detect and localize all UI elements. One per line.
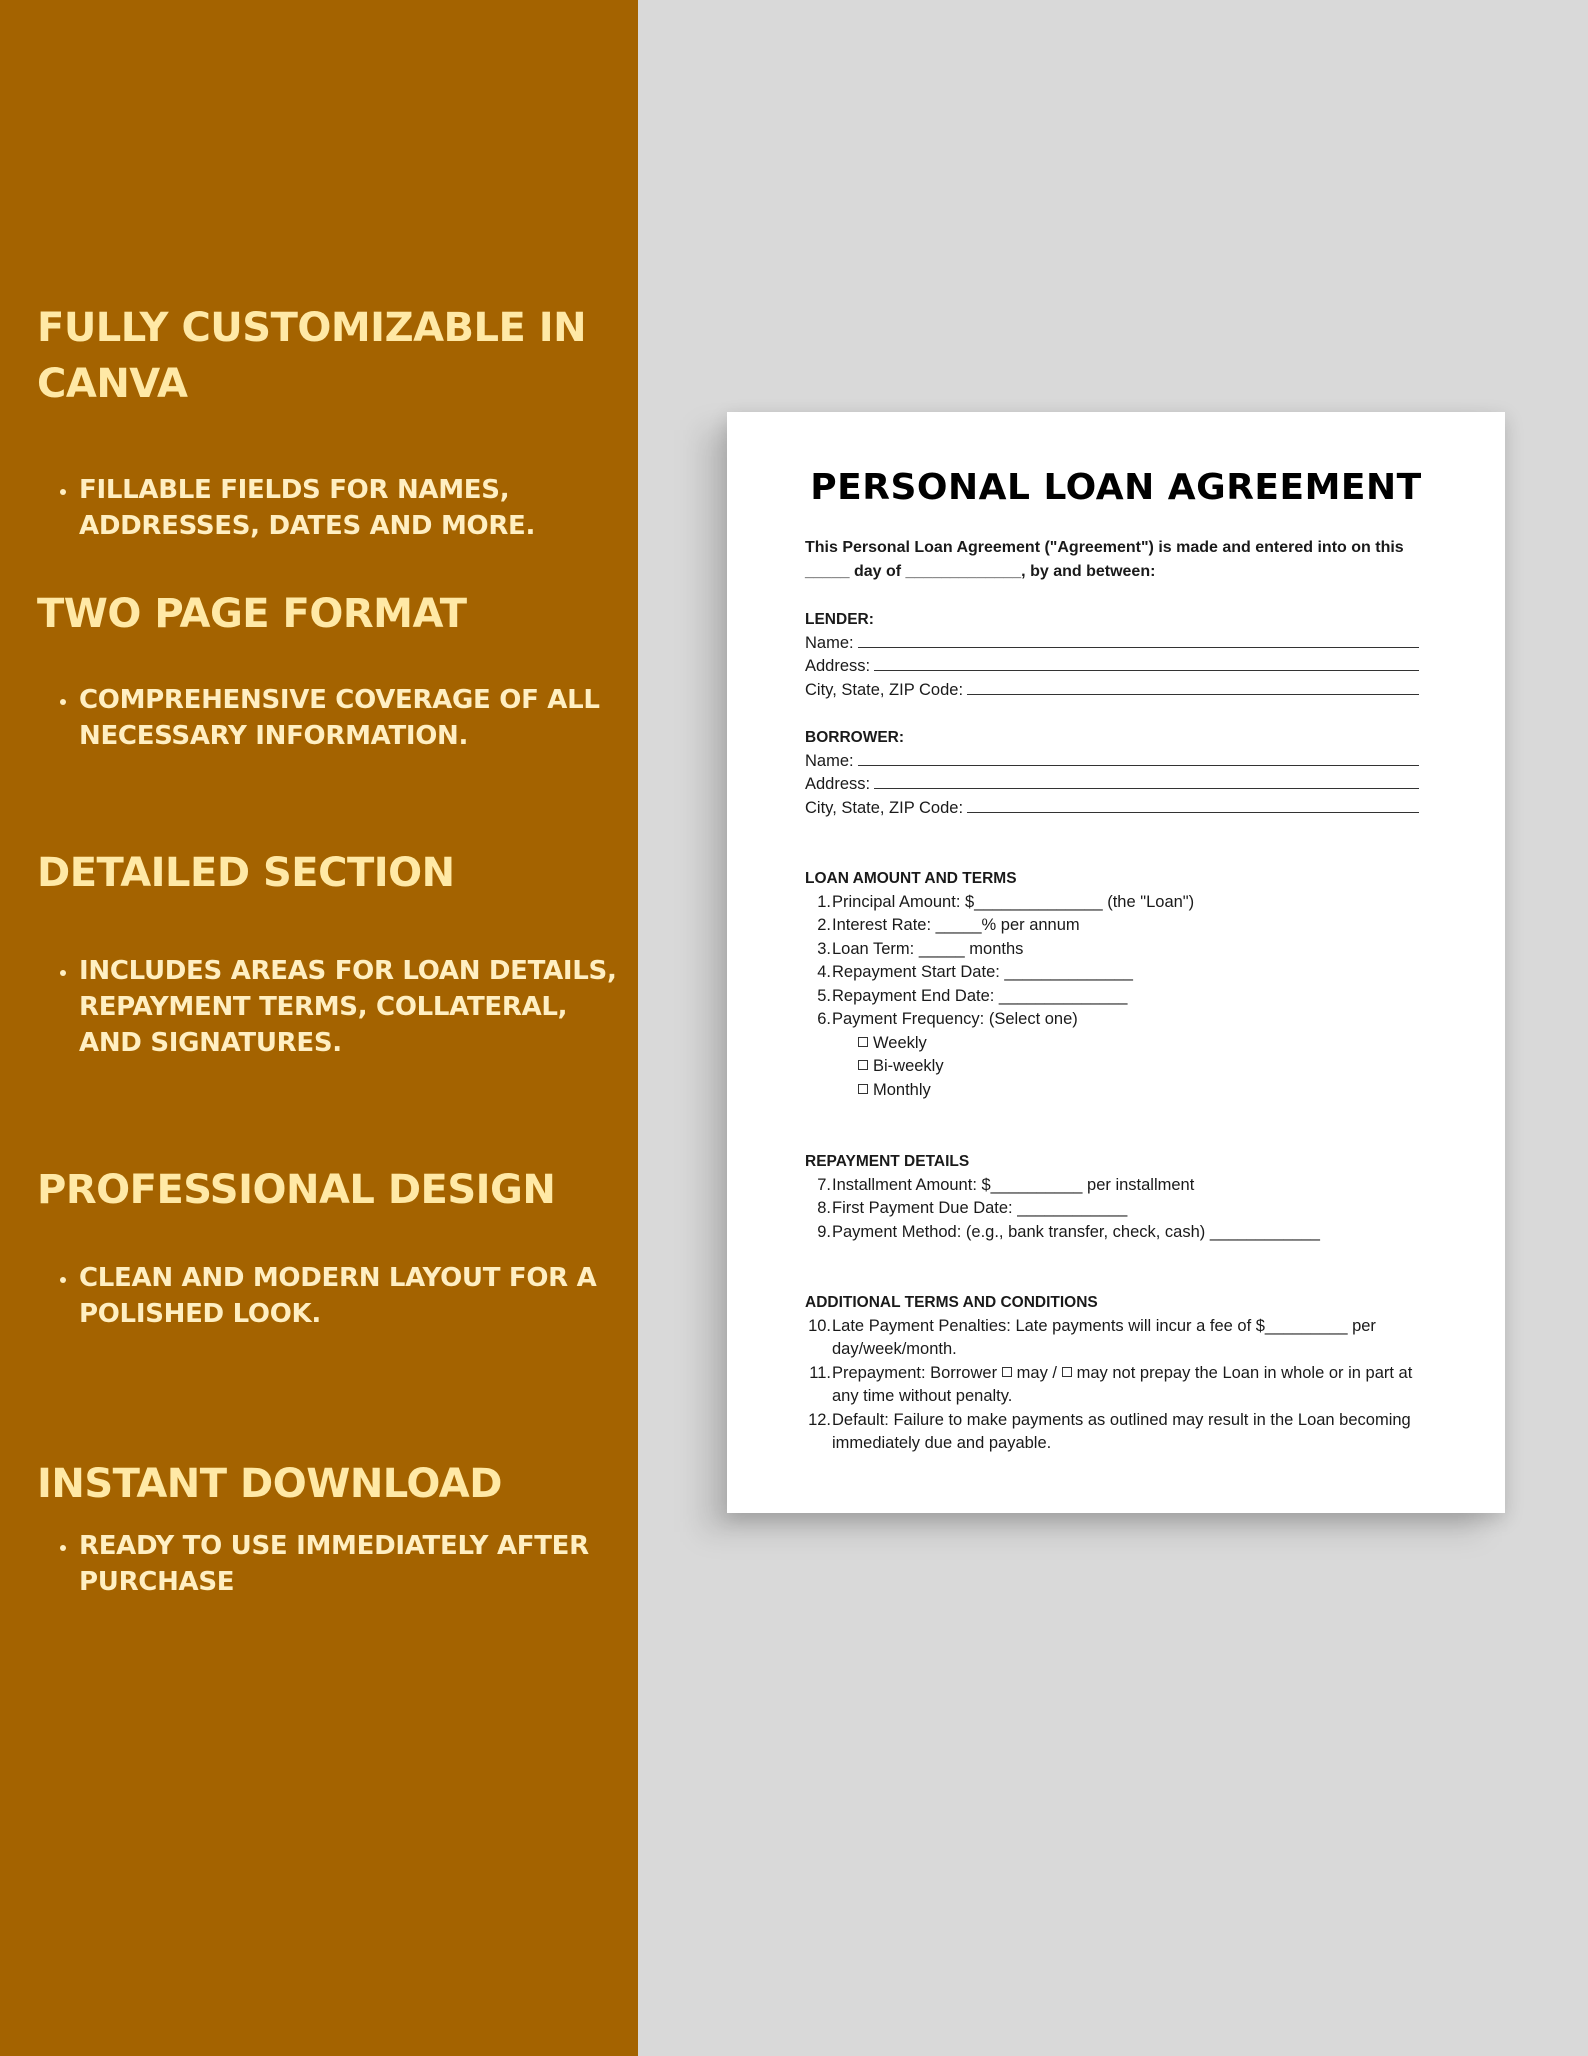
list-item: 12. Default: Failure to make payments as outlined may result in the Loan becoming immediately due and payable. [808, 1410, 1411, 1452]
borrower-section [805, 726, 1419, 820]
list-item: 8. First Payment Due Date: ____________ [817, 1199, 1128, 1217]
feature-bullet: • READY TO USE IMMEDIATELY AFTER PURCHASE [79, 1528, 617, 1600]
feature-title: INSTANT DOWNLOAD [37, 1461, 502, 1507]
lender-section [805, 608, 1419, 702]
loan-terms-section [805, 867, 1419, 1102]
checkbox-icon [858, 1037, 868, 1047]
field-label: Address: [805, 657, 871, 675]
fill-line [858, 751, 1419, 766]
lender-city-field [805, 679, 1419, 703]
lender-name-field [805, 632, 1419, 656]
list-item: 10. Late Payment Penalties: Late payments will incur a fee of $_________ per day/week/month. [808, 1316, 1376, 1358]
feature-title: PROFESSIONAL DESIGN [37, 1167, 556, 1213]
additional-terms-heading: ADDITIONAL TERMS AND CONDITIONS [805, 1294, 1098, 1311]
list-item: 4. Repayment Start Date: ______________ [817, 963, 1133, 981]
checkbox-icon [858, 1060, 868, 1070]
checkbox-icon [858, 1084, 868, 1094]
borrower-address-field [805, 773, 1419, 797]
frequency-option-weekly: Weekly [805, 1032, 1419, 1056]
feature-bullet: • COMPREHENSIVE COVERAGE OF ALL NECESSARY INFORMATION. [79, 682, 617, 754]
fill-line [967, 680, 1419, 695]
list-item: 1. Principal Amount: $______________ (the "Loan") [817, 892, 1195, 911]
borrower-city-field [805, 797, 1419, 821]
borrower-heading: BORROWER: [805, 729, 905, 746]
feature-bullet: • INCLUDES AREAS FOR LOAN DETAILS, REPAYMENT TERMS, COLLATERAL, AND SIGNATURES. [79, 953, 617, 1061]
feature-title: DETAILED SECTION [37, 850, 455, 896]
feature-bullet: • CLEAN AND MODERN LAYOUT FOR A POLISHED LOOK. [79, 1260, 617, 1332]
field-label: Address: [805, 775, 871, 793]
repayment-heading: REPAYMENT DETAILS [805, 1153, 970, 1170]
field-label: Name: [805, 633, 854, 652]
frequency-option-monthly: Monthly [805, 1079, 1419, 1103]
feature-title: TWO PAGE FORMAT [37, 591, 467, 637]
feature-detailed [37, 845, 617, 1061]
list-item: 2. Interest Rate: _____% per annum [817, 916, 1080, 934]
feature-customizable [37, 300, 617, 544]
field-label: City, State, ZIP Code: [805, 680, 964, 699]
feature-two-page [37, 586, 617, 754]
feature-title: FULLY CUSTOMIZABLE IN CANVA [37, 305, 587, 407]
fill-line [858, 633, 1419, 648]
list-item: 5. Repayment End Date: ______________ [817, 986, 1128, 1005]
list-item: 9. Payment Method: (e.g., bank transfer, check, cash) ____________ [817, 1222, 1320, 1241]
field-label: Name: [805, 751, 854, 770]
document-title: PERSONAL LOAN AGREEMENT [810, 467, 1422, 508]
loan-terms-heading: LOAN AMOUNT AND TERMS [805, 870, 1017, 887]
checkbox-icon [1062, 1367, 1072, 1377]
document-intro: This Personal Loan Agreement ("Agreement") is made and entered into on this _____ day of _____________, by and between: [805, 539, 1404, 580]
checkbox-icon [1002, 1367, 1012, 1377]
lender-heading: LENDER: [805, 611, 874, 628]
document-preview [727, 412, 1505, 1513]
fill-line [967, 798, 1419, 813]
borrower-name-field [805, 750, 1419, 774]
repayment-section [805, 1150, 1419, 1244]
list-item: 11. Prepayment: Borrower may / may not prepay the Loan in whole or in part at any time without penalty. [809, 1363, 1413, 1405]
fill-line [874, 774, 1419, 789]
feature-professional [37, 1162, 617, 1332]
list-item: 7. Installment Amount: $__________ per installment [817, 1175, 1195, 1194]
features-panel [0, 0, 638, 2056]
feature-instant-download [37, 1456, 617, 1600]
feature-bullet: • FILLABLE FIELDS FOR NAMES, ADDRESSES, DATES AND MORE. [79, 472, 617, 544]
list-item: 6. Payment Frequency: (Select one) [817, 1010, 1078, 1028]
lender-address-field [805, 655, 1419, 679]
additional-terms-section [805, 1291, 1425, 1456]
fill-line [874, 656, 1419, 671]
list-item: 3. Loan Term: _____ months [817, 939, 1024, 958]
field-label: City, State, ZIP Code: [805, 798, 964, 817]
frequency-option-biweekly: Bi-weekly [805, 1055, 1419, 1079]
